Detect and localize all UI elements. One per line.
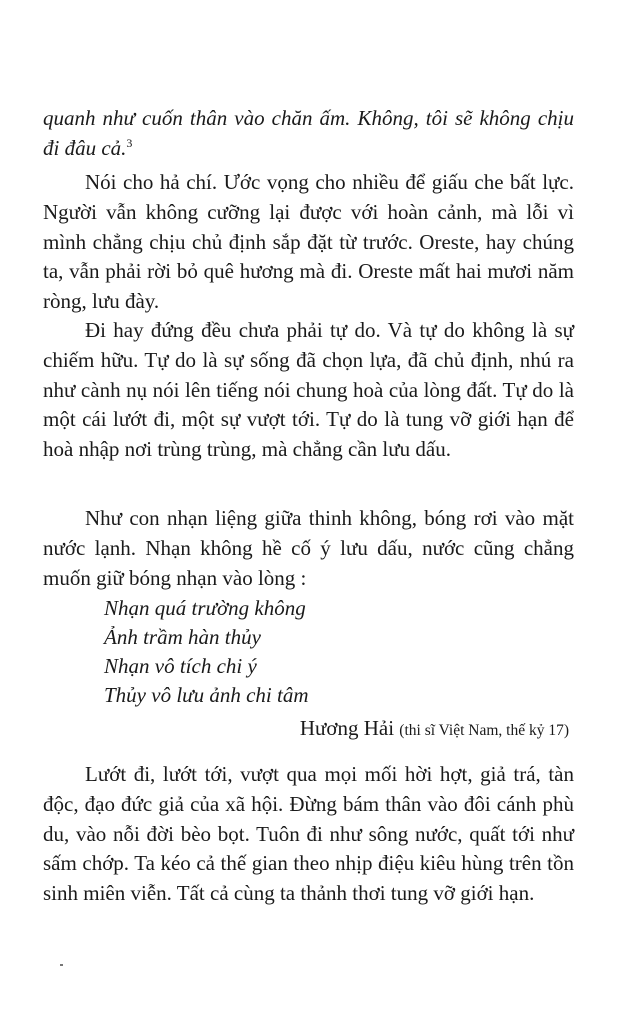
poem-line: Ảnh trầm hàn thủy [104, 625, 261, 649]
poem-line: Nhạn vô tích chi ý [104, 654, 257, 678]
closing-paragraph [43, 760, 574, 909]
poem-line: Nhạn quá trường không [104, 596, 306, 620]
scan-speck [60, 964, 63, 966]
poem-attribution [300, 716, 569, 741]
footnote-marker: 3 [126, 135, 133, 150]
paragraph-text: Nói cho hả chí. Ước vọng cho nhiều để giấu che bất lực. Người vẫn không cưỡng lại được với hoàn cảnh, mà lỗi vì mình chẳng chịu chủ định sắp đặt từ trước. Oreste, hay chúng ta, vẫn phải rời bỏ quê hương mà đi. Oreste mất hai mươi năm ròng, lưu đày. [43, 170, 574, 314]
paragraph [43, 168, 574, 317]
paragraph-text: Đi hay đứng đều chưa phải tự do. Và tự do không là sự chiếm hữu. Tự do là sự sống đã chọn lựa, đã chủ định, nhú ra như cành nụ nói lên tiếng nói chung hoà của lòng đất. Tự do là một cái lướt đi, một sự vượt tới. Tự do là tung vỡ giới hạn để hoà nhập nơi trùng trùng, mà chẳng cần lưu dấu. [43, 318, 574, 462]
poem-quote [104, 594, 309, 710]
paragraph-text: Như con nhạn liệng giữa thinh không, bóng rơi vào mặt nước lạnh. Nhạn không hề cố ý lưu dấu, nước cũng chẳng muốn giữ bóng nhạn vào lòng : [43, 506, 574, 590]
attribution-author: Hương Hải [299, 716, 395, 740]
intro-text: quanh như cuốn thân vào chăn ấm. Không, tôi sẽ không chịu đi đâu cả. [43, 106, 574, 160]
intro-paragraph [43, 104, 574, 164]
attribution-detail: (thi sĩ Việt Nam, thế kỷ 17) [399, 722, 569, 739]
paragraph [43, 504, 574, 593]
paragraph-text: Lướt đi, lướt tới, vượt qua mọi mối hời hợt, giả trá, tàn độc, đạo đức giả của xã hội. Đừng bám thân vào đôi cánh phù du, vào nỗi đời bèo bọt. Tuôn đi như sông nước, quất tới như sấm chớp. Ta kéo cả thế gian theo nhịp điệu kiêu hùng trên tồn sinh miên viễn. Tất cả cùng ta thảnh thơi tung vỡ giới hạn. [43, 762, 574, 906]
poem-line: Thủy vô lưu ảnh chi tâm [104, 683, 309, 707]
paragraph [43, 316, 574, 465]
